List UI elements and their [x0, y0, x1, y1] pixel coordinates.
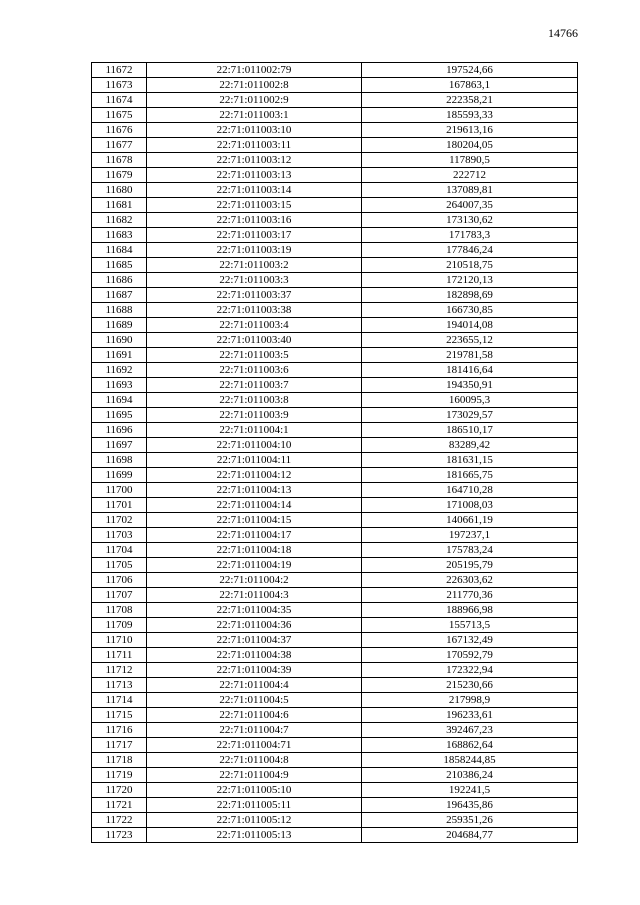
row-number-cell: 11679	[92, 168, 147, 183]
value-cell: 192241,5	[362, 783, 578, 798]
table-row	[92, 678, 578, 693]
value-cell: 170592,79	[362, 648, 578, 663]
value-cell: 167863,1	[362, 78, 578, 93]
table-row	[92, 63, 578, 78]
row-number-cell: 11721	[92, 798, 147, 813]
cadastral-number-cell: 22:71:011003:15	[147, 198, 362, 213]
value-cell: 194350,91	[362, 378, 578, 393]
cadastral-number-cell: 22:71:011004:39	[147, 663, 362, 678]
value-cell: 117890,5	[362, 153, 578, 168]
value-cell: 205195,79	[362, 558, 578, 573]
value-cell: 392467,23	[362, 723, 578, 738]
value-cell: 177846,24	[362, 243, 578, 258]
table-row	[92, 498, 578, 513]
table-row	[92, 348, 578, 363]
value-cell: 140661,19	[362, 513, 578, 528]
table-row	[92, 273, 578, 288]
value-cell: 215230,66	[362, 678, 578, 693]
value-cell: 181665,75	[362, 468, 578, 483]
cadastral-number-cell: 22:71:011004:6	[147, 708, 362, 723]
table-row	[92, 78, 578, 93]
table-row	[92, 138, 578, 153]
row-number-cell: 11718	[92, 753, 147, 768]
row-number-cell: 11701	[92, 498, 147, 513]
row-number-cell: 11703	[92, 528, 147, 543]
row-number-cell: 11685	[92, 258, 147, 273]
cadastral-number-cell: 22:71:011004:9	[147, 768, 362, 783]
row-number-cell: 11707	[92, 588, 147, 603]
row-number-cell: 11686	[92, 273, 147, 288]
table-row	[92, 123, 578, 138]
table-row	[92, 753, 578, 768]
table-row	[92, 528, 578, 543]
value-cell: 222358,21	[362, 93, 578, 108]
table-row	[92, 303, 578, 318]
row-number-cell: 11722	[92, 813, 147, 828]
table-row	[92, 618, 578, 633]
cadastral-number-cell: 22:71:011004:15	[147, 513, 362, 528]
table-row	[92, 588, 578, 603]
cadastral-number-cell: 22:71:011004:18	[147, 543, 362, 558]
value-cell: 226303,62	[362, 573, 578, 588]
cadastral-number-cell: 22:71:011003:2	[147, 258, 362, 273]
cadastral-number-cell: 22:71:011004:2	[147, 573, 362, 588]
cadastral-number-cell: 22:71:011003:5	[147, 348, 362, 363]
row-number-cell: 11723	[92, 828, 147, 843]
value-cell: 211770,36	[362, 588, 578, 603]
cadastral-number-cell: 22:71:011003:1	[147, 108, 362, 123]
row-number-cell: 11710	[92, 633, 147, 648]
row-number-cell: 11687	[92, 288, 147, 303]
row-number-cell: 11681	[92, 198, 147, 213]
table-row	[92, 198, 578, 213]
cadastral-number-cell: 22:71:011004:12	[147, 468, 362, 483]
cadastral-number-cell: 22:71:011002:9	[147, 93, 362, 108]
value-cell: 181631,15	[362, 453, 578, 468]
cadastral-number-cell: 22:71:011003:6	[147, 363, 362, 378]
table-row	[92, 558, 578, 573]
cadastral-number-cell: 22:71:011004:11	[147, 453, 362, 468]
cadastral-number-cell: 22:71:011003:40	[147, 333, 362, 348]
row-number-cell: 11715	[92, 708, 147, 723]
row-number-cell: 11692	[92, 363, 147, 378]
value-cell: 219613,16	[362, 123, 578, 138]
row-number-cell: 11690	[92, 333, 147, 348]
row-number-cell: 11672	[92, 63, 147, 78]
cadastral-number-cell: 22:71:011004:14	[147, 498, 362, 513]
cadastral-number-cell: 22:71:011003:3	[147, 273, 362, 288]
row-number-cell: 11674	[92, 93, 147, 108]
value-cell: 164710,28	[362, 483, 578, 498]
cadastral-number-cell: 22:71:011003:16	[147, 213, 362, 228]
cadastral-number-cell: 22:71:011002:8	[147, 78, 362, 93]
value-cell: 210386,24	[362, 768, 578, 783]
value-cell: 194014,08	[362, 318, 578, 333]
row-number-cell: 11717	[92, 738, 147, 753]
value-cell: 182898,69	[362, 288, 578, 303]
row-number-cell: 11714	[92, 693, 147, 708]
table-row	[92, 228, 578, 243]
row-number-cell: 11673	[92, 78, 147, 93]
value-cell: 186510,17	[362, 423, 578, 438]
page-number: 14766	[548, 26, 578, 40]
value-cell: 181416,64	[362, 363, 578, 378]
row-number-cell: 11676	[92, 123, 147, 138]
value-cell: 175783,24	[362, 543, 578, 558]
table-row	[92, 423, 578, 438]
cadastral-number-cell: 22:71:011004:4	[147, 678, 362, 693]
value-cell: 1858244,85	[362, 753, 578, 768]
value-cell: 217998,9	[362, 693, 578, 708]
cadastral-number-cell: 22:71:011005:11	[147, 798, 362, 813]
row-number-cell: 11709	[92, 618, 147, 633]
row-number-cell: 11691	[92, 348, 147, 363]
cadastral-number-cell: 22:71:011003:8	[147, 393, 362, 408]
row-number-cell: 11704	[92, 543, 147, 558]
table-row	[92, 243, 578, 258]
table-row	[92, 768, 578, 783]
table-row	[92, 108, 578, 123]
cadastral-number-cell: 22:71:011004:7	[147, 723, 362, 738]
cadastral-number-cell: 22:71:011005:13	[147, 828, 362, 843]
cadastral-number-cell: 22:71:011004:5	[147, 693, 362, 708]
value-cell: 168862,64	[362, 738, 578, 753]
row-number-cell: 11706	[92, 573, 147, 588]
cadastral-number-cell: 22:71:011003:38	[147, 303, 362, 318]
table-row	[92, 783, 578, 798]
row-number-cell: 11711	[92, 648, 147, 663]
value-cell: 197237,1	[362, 528, 578, 543]
table-row	[92, 543, 578, 558]
cadastral-number-cell: 22:71:011003:14	[147, 183, 362, 198]
row-number-cell: 11699	[92, 468, 147, 483]
cadastral-number-cell: 22:71:011005:10	[147, 783, 362, 798]
cadastral-number-cell: 22:71:011003:19	[147, 243, 362, 258]
table-row	[92, 708, 578, 723]
value-cell: 196435,86	[362, 798, 578, 813]
cadastral-number-cell: 22:71:011004:35	[147, 603, 362, 618]
table-row	[92, 723, 578, 738]
table-row	[92, 648, 578, 663]
table-row	[92, 168, 578, 183]
value-cell: 155713,5	[362, 618, 578, 633]
cadastral-number-cell: 22:71:011003:10	[147, 123, 362, 138]
value-cell: 180204,05	[362, 138, 578, 153]
row-number-cell: 11693	[92, 378, 147, 393]
row-number-cell: 11698	[92, 453, 147, 468]
row-number-cell: 11720	[92, 783, 147, 798]
cadastral-number-cell: 22:71:011004:19	[147, 558, 362, 573]
row-number-cell: 11675	[92, 108, 147, 123]
value-cell: 219781,58	[362, 348, 578, 363]
value-cell: 167132,49	[362, 633, 578, 648]
row-number-cell: 11683	[92, 228, 147, 243]
cadastral-number-cell: 22:71:011004:1	[147, 423, 362, 438]
table-row	[92, 438, 578, 453]
cadastral-number-cell: 22:71:011005:12	[147, 813, 362, 828]
value-cell: 222712	[362, 168, 578, 183]
row-number-cell: 11702	[92, 513, 147, 528]
table-row	[92, 378, 578, 393]
value-cell: 173029,57	[362, 408, 578, 423]
row-number-cell: 11677	[92, 138, 147, 153]
value-cell: 171783,3	[362, 228, 578, 243]
value-cell: 173130,62	[362, 213, 578, 228]
row-number-cell: 11696	[92, 423, 147, 438]
table-row	[92, 633, 578, 648]
cadastral-table	[91, 62, 578, 843]
row-number-cell: 11682	[92, 213, 147, 228]
value-cell: 137089,81	[362, 183, 578, 198]
value-cell: 210518,75	[362, 258, 578, 273]
cadastral-number-cell: 22:71:011003:7	[147, 378, 362, 393]
table-row	[92, 828, 578, 843]
value-cell: 264007,35	[362, 198, 578, 213]
value-cell: 160095,3	[362, 393, 578, 408]
cadastral-number-cell: 22:71:011003:17	[147, 228, 362, 243]
table-row	[92, 813, 578, 828]
cadastral-number-cell: 22:71:011004:37	[147, 633, 362, 648]
table-row	[92, 573, 578, 588]
value-cell: 196233,61	[362, 708, 578, 723]
value-cell: 223655,12	[362, 333, 578, 348]
table-row	[92, 603, 578, 618]
cadastral-number-cell: 22:71:011003:13	[147, 168, 362, 183]
row-number-cell: 11705	[92, 558, 147, 573]
row-number-cell: 11713	[92, 678, 147, 693]
table-row	[92, 738, 578, 753]
row-number-cell: 11700	[92, 483, 147, 498]
cadastral-number-cell: 22:71:011003:9	[147, 408, 362, 423]
table-row	[92, 798, 578, 813]
row-number-cell: 11716	[92, 723, 147, 738]
table-row	[92, 513, 578, 528]
row-number-cell: 11689	[92, 318, 147, 333]
row-number-cell: 11708	[92, 603, 147, 618]
row-number-cell: 11688	[92, 303, 147, 318]
table-row	[92, 483, 578, 498]
value-cell: 166730,85	[362, 303, 578, 318]
row-number-cell: 11719	[92, 768, 147, 783]
table-row	[92, 333, 578, 348]
table-row	[92, 393, 578, 408]
table-row	[92, 468, 578, 483]
table-row	[92, 213, 578, 228]
table-row	[92, 318, 578, 333]
row-number-cell: 11695	[92, 408, 147, 423]
cadastral-number-cell: 22:71:011004:36	[147, 618, 362, 633]
cadastral-number-cell: 22:71:011003:37	[147, 288, 362, 303]
cadastral-number-cell: 22:71:011003:4	[147, 318, 362, 333]
table-row	[92, 183, 578, 198]
cadastral-number-cell: 22:71:011004:17	[147, 528, 362, 543]
cadastral-number-cell: 22:71:011004:13	[147, 483, 362, 498]
table-row	[92, 363, 578, 378]
table-row	[92, 93, 578, 108]
table-row	[92, 408, 578, 423]
cadastral-number-cell: 22:71:011003:12	[147, 153, 362, 168]
row-number-cell: 11678	[92, 153, 147, 168]
table-row	[92, 453, 578, 468]
table-body	[92, 63, 578, 843]
row-number-cell: 11697	[92, 438, 147, 453]
table-row	[92, 258, 578, 273]
row-number-cell: 11694	[92, 393, 147, 408]
table-row	[92, 288, 578, 303]
row-number-cell: 11684	[92, 243, 147, 258]
value-cell: 172322,94	[362, 663, 578, 678]
row-number-cell: 11712	[92, 663, 147, 678]
cadastral-number-cell: 22:71:011002:79	[147, 63, 362, 78]
value-cell: 172120,13	[362, 273, 578, 288]
table-row	[92, 693, 578, 708]
cadastral-number-cell: 22:71:011004:71	[147, 738, 362, 753]
value-cell: 83289,42	[362, 438, 578, 453]
value-cell: 185593,33	[362, 108, 578, 123]
cadastral-number-cell: 22:71:011003:11	[147, 138, 362, 153]
cadastral-number-cell: 22:71:011004:3	[147, 588, 362, 603]
row-number-cell: 11680	[92, 183, 147, 198]
cadastral-number-cell: 22:71:011004:38	[147, 648, 362, 663]
value-cell: 188966,98	[362, 603, 578, 618]
table-row	[92, 153, 578, 168]
value-cell: 259351,26	[362, 813, 578, 828]
value-cell: 197524,66	[362, 63, 578, 78]
table-row	[92, 663, 578, 678]
cadastral-number-cell: 22:71:011004:8	[147, 753, 362, 768]
value-cell: 204684,77	[362, 828, 578, 843]
cadastral-number-cell: 22:71:011004:10	[147, 438, 362, 453]
value-cell: 171008,03	[362, 498, 578, 513]
